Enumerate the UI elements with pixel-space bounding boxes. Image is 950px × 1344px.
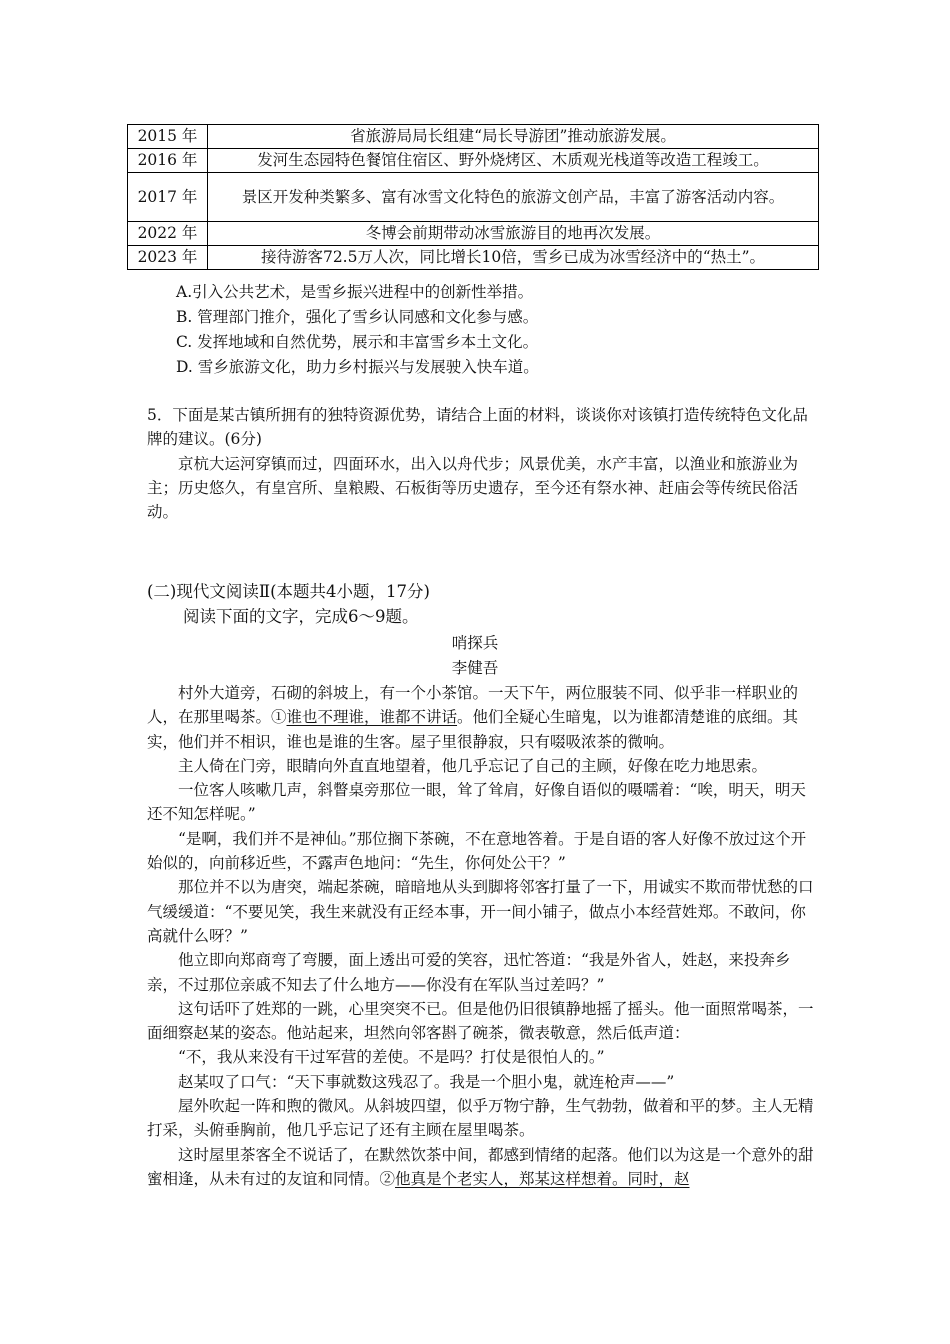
- paragraph: 屋外吹起一阵和煦的微风。从斜坡四望，似乎万物宁静，生气勃勃，做着和平的梦。主人无精打采，头俯垂胸前，他几乎忘记了还有主顾在屋里喝茶。: [147, 1097, 814, 1140]
- paragraph-text: 这时屋里茶客全不说话了，在默然饮茶中间，都感到情绪的起落。他们以为这是一个意外的甜蜜相逢，从未有过的友谊和同情。②: [147, 1145, 814, 1188]
- story-author: 李健吾: [451, 659, 499, 677]
- option-d: D. 雪乡旅游文化，助力乡村振兴与发展驶入快车道。: [176, 358, 539, 376]
- table-row: [128, 222, 819, 246]
- year-cell: 2015 年: [128, 125, 208, 149]
- story-body: [147, 681, 817, 1191]
- paragraph: [147, 681, 817, 754]
- table-row: [128, 173, 819, 222]
- event-cell: 冬博会前期带动冰雪旅游目的地再次发展。: [208, 222, 819, 246]
- paragraph: 那位并不以为唐突，端起茶碗，暗暗地从头到脚将邻客打量了一下，用诚实不欺而带忧愁的口气缓缓道：“不要见笑，我生来就没有正经本事，开一间小铺子，做点小本经营姓郑。不敢问，你高就什么呀？”: [147, 878, 814, 945]
- paragraph: [147, 1143, 817, 1192]
- answer-options: [176, 280, 846, 380]
- paragraph-text: 。他们全疑心生暗鬼，以为谁都清楚谁的底细。其实，他们并不相识，谁也是谁的生客。屋子里很静寂，只有啜吸浓茶的微响。: [147, 708, 799, 751]
- table-row: [128, 125, 819, 149]
- question-5-material: 京杭大运河穿镇而过，四面环水，出入以舟代步；风景优美，水产丰富，以渔业和旅游业为主；历史悠久，有皇宫所、皇粮殿、石板街等历史遗存，至今还有祭水神、赶庙会等传统民俗活动。: [147, 454, 799, 522]
- event-cell: 省旅游局局长组建“局长导游团”推动旅游发展。: [208, 125, 819, 149]
- paragraph: “是啊，我们并不是神仙。”那位搁下茶碗，不在意地答着。于是自语的客人好像不放过这个开始似的，向前移近些，不露声色地问：“先生，你何处公干？”: [147, 829, 807, 873]
- option-b: B. 管理部门推介，强化了雪乡认同感和文化参与感。: [176, 308, 539, 326]
- paragraph: 他立即向郑商弯了弯腰，面上透出可爱的笑容，迅忙答道：“我是外省人，姓赵，来投奔乡亲，不过那位亲戚不知去了什么地方——你没有在军队当过差吗？”: [147, 951, 791, 994]
- table-row: [128, 246, 819, 270]
- underlined-sentence-2: 他真是个老实人，郑某这样想着。同时，赵: [395, 1169, 690, 1188]
- year-cell: 2023 年: [128, 246, 208, 270]
- option-a: A.引入公共艺术，是雪乡振兴进程中的创新性举措。: [176, 283, 534, 301]
- paragraph-text: 村外大道旁，石砌的斜坡上，有一个小茶馆。一天下午，两位服装不同、似乎非一样职业的人，在那里喝茶。①: [147, 684, 799, 727]
- table-row: [128, 149, 819, 173]
- paragraph: 这句话吓了姓郑的一跳，心里突突不已。但是他仍旧很镇静地摇了摇头。他一面照常喝茶，一面细察赵某的姿态。他站起来，坦然向邻客斟了碗茶，微表敬意，然后低声道：: [147, 999, 814, 1043]
- paragraph: 赵某叹了口气：“天下事就数这残忍了。我是一个胆小鬼，就连枪声——”: [178, 1072, 675, 1091]
- section-heading: (二)现代文阅读Ⅱ(本题共4小题，17分): [147, 582, 430, 601]
- year-cell: 2016 年: [128, 149, 208, 173]
- event-cell: 景区开发种类繁多、富有冰雪文化特色的旅游文创产品，丰富了游客活动内容。: [208, 173, 819, 222]
- year-cell: 2022 年: [128, 222, 208, 246]
- underlined-sentence-1: 谁也不理谁，谁都不讲话: [286, 708, 458, 727]
- question-5-text: 5．下面是某古镇所拥有的独特资源优势，请结合上面的材料，谈谈你对该镇打造传统特色文化品牌的建议。(6分): [147, 406, 808, 449]
- paragraph: “不，我从来没有干过军营的差使。不是吗？打仗是很怕人的。”: [178, 1048, 605, 1067]
- section-instruction: 阅读下面的文字，完成6～9题。: [183, 607, 419, 626]
- option-c: C. 发挥地域和自然优势，展示和丰富雪乡本土文化。: [176, 333, 539, 351]
- paragraph: 一位客人咳嗽几声，斜瞥桌旁那位一眼，耸了耸肩，好像自语似的嗫嚅着：“唉，明天，明天还不知怎样呢。”: [147, 781, 806, 824]
- question-5: [147, 403, 817, 524]
- year-cell: 2017 年: [128, 173, 208, 222]
- timeline-table: [127, 124, 819, 270]
- paragraph: 主人倚在门旁，眼睛向外直直地望着，他几乎忘记了自己的主顾，好像在吃力地思索。: [178, 756, 768, 775]
- story-title: 哨探兵: [451, 634, 499, 652]
- event-cell: 接待游客72.5万人次，同比增长10倍，雪乡已成为冰雪经济中的“热土”。: [208, 246, 819, 270]
- event-cell: 发河生态园特色餐馆住宿区、野外烧烤区、木质观光栈道等改造工程竣工。: [208, 149, 819, 173]
